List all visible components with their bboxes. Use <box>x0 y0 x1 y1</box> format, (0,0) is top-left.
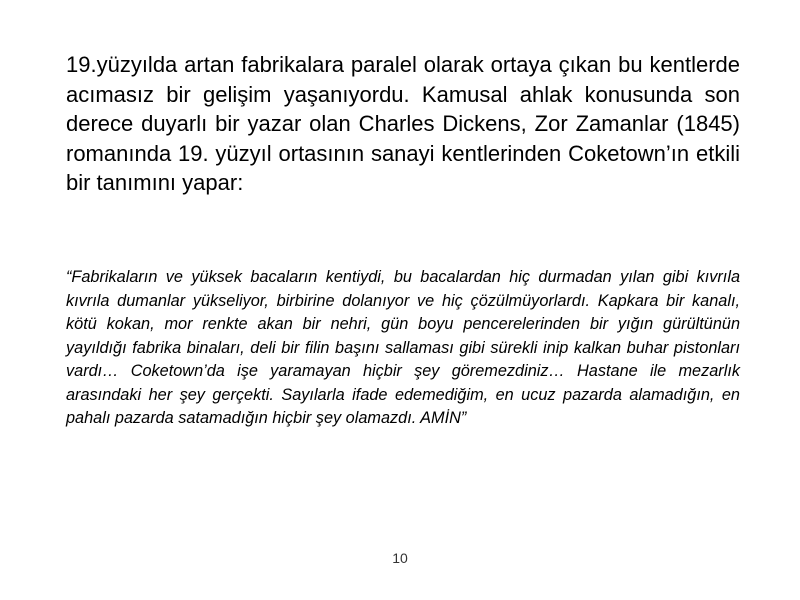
quote-paragraph: “Fabrikaların ve yüksek bacaların kentiydi, bu bacalardan hiç durmadan yılan gibi kıvrıla kıvrıla dumanlar yükseliyor, birbirine dolanıyor ve hiç çözülmüyorlardı. Kapkara bir kanalı, kötü kokan, mor renkte akan bir nehri, gün boyu pencerelerinden bir yığın gürültünün yayıldığı fabrika binaları, deli bir filin başını sallaması gibi sürekli inip kalkan buhar pistonları vardı… Coketown’da işe yaramayan hiçbir şey göremezdiniz… Hastane ile mezarlık arasındaki her şey gerçekti. Sayılarla ifade edemediğim, en ucuz pazarda alamadığın, en pahalı pazarda satamadığın hiçbir şey olamazdı. AMİN” <box>66 268 740 427</box>
intro-paragraph: 19.yüzyılda artan fabrikalara paralel olarak ortaya çıkan bu kentlerde acımasız bir gelişim yaşanıyordu. Kamusal ahlak konusunda son derece duyarlı bir yazar olan Charles Dickens, Zor Zamanlar (1845) romanında 19. yüzyıl ortasının sanayi kentlerinden Coketown’ın etkili bir tanımını yapar: <box>66 52 740 195</box>
page-number: 10 <box>392 550 408 566</box>
